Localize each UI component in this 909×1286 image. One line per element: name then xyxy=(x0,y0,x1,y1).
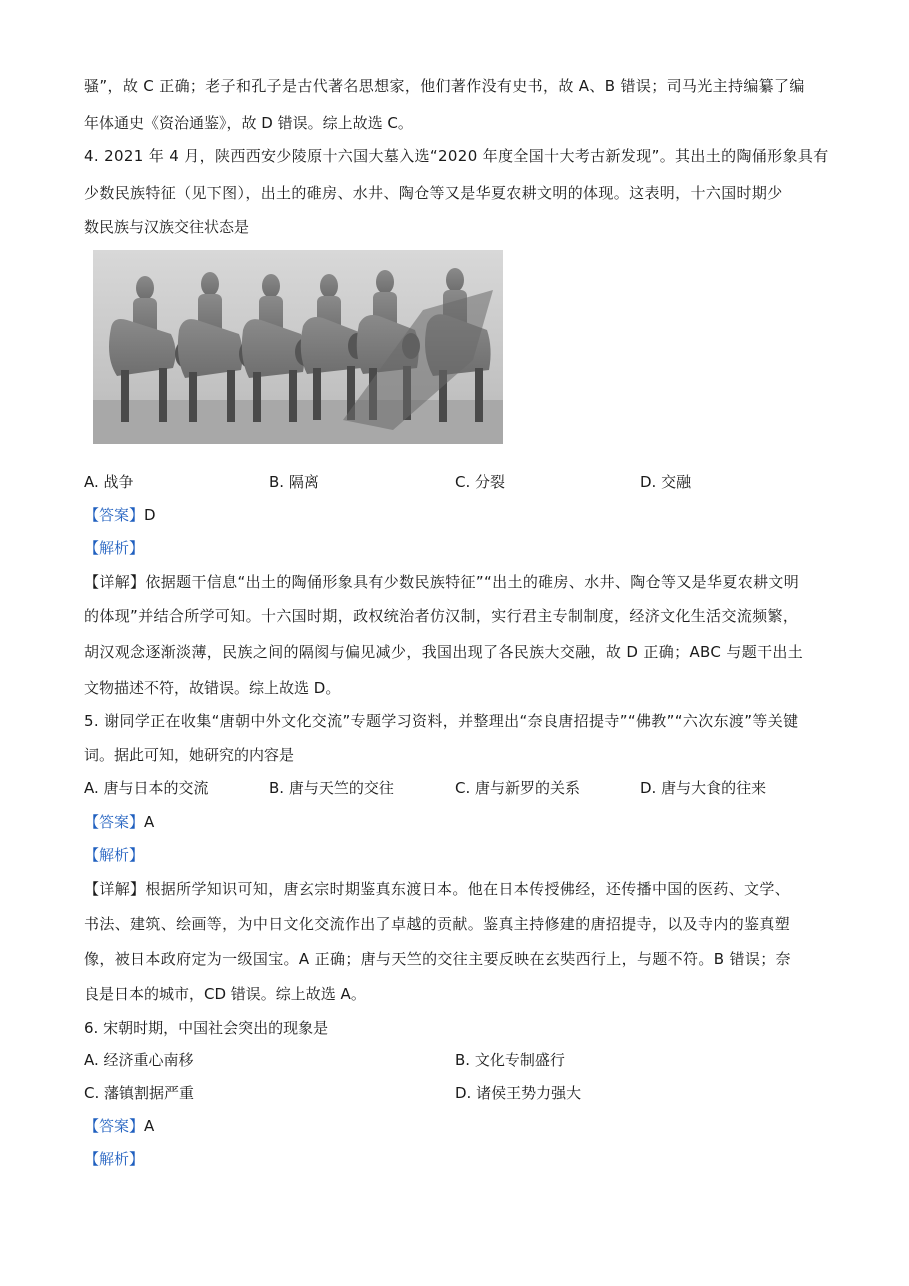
q4-option-c: C. 分裂 xyxy=(455,473,506,491)
q6-option-c: C. 藩镇割据严重 xyxy=(84,1084,195,1102)
q4-detail-line: 文物描述不符，故错误。综上故选 D。 xyxy=(84,679,341,697)
q4-stem-line: 数民族与汉族交往状态是 xyxy=(84,218,250,236)
q4-option-d: D. 交融 xyxy=(640,473,692,491)
q5-detail-line: 书法、建筑、绘画等，为中日文化交流作出了卓越的贡献。鉴真主持修建的唐招提寺，以及寺内的鉴真塑 xyxy=(84,915,791,933)
q4-detail-line: 的体现”并结合所学可知。十六国时期，政权统治者仿汉制，实行君主专制制度，经济文化生活交流频繁， xyxy=(84,607,799,625)
pottery-figurines-photo xyxy=(93,250,503,444)
text-line: 年体通史《资治通鉴》，故 D 错误。综上故选 C。 xyxy=(84,114,413,132)
answer-tag: 【答案】 xyxy=(84,1117,145,1135)
q5-analysis-tag: 【解析】 xyxy=(84,846,145,864)
q4-detail-line: 胡汉观念逐渐淡薄，民族之间的隔阂与偏见减少，我国出现了各民族大交融，故 D 正确；ABC 与题干出土 xyxy=(84,643,804,661)
answer-tag: 【答案】 xyxy=(84,506,145,524)
q5-detail-line xyxy=(84,879,790,899)
q5-detail-line: 像，被日本政府定为一级国宝。A 正确；唐与天竺的交往主要反映在玄奘西行上，与题不符。B 错误；奈 xyxy=(84,950,791,968)
text-line: 骚”，故 C 正确；老子和孔子是古代著名思想家，他们著作没有史书，故 A、B 错误；司马光主持编纂了编 xyxy=(84,77,805,95)
q5-option-b: B. 唐与天竺的交往 xyxy=(269,779,394,797)
q5-stem-line: 词。据此可知，她研究的内容是 xyxy=(84,746,295,764)
q6-option-b: B. 文化专制盛行 xyxy=(455,1051,565,1069)
q4-option-b: B. 隔离 xyxy=(269,473,319,491)
answer-value: D xyxy=(144,506,156,524)
detail-text: 根据所学知识可知，唐玄宗时期鉴真东渡日本。他在日本传授佛经，还传播中国的医药、文学、 xyxy=(145,880,791,898)
detail-tag: 【详解】 xyxy=(84,573,146,591)
q4-detail-line xyxy=(84,572,799,592)
q5-stem-line: 5. 谢同学正在收集“唐朝中外文化交流”专题学习资料，并整理出“奈良唐招提寺”“佛教”“六次东渡”等关键 xyxy=(84,712,799,730)
q6-option-d: D. 诸侯王势力强大 xyxy=(455,1084,582,1102)
q5-option-c: C. 唐与新罗的关系 xyxy=(455,779,581,797)
answer-value: A xyxy=(144,813,155,831)
detail-text: 依据题干信息“出土的陶俑形象具有少数民族特征”“出土的碓房、水井、陶仓等又是华夏农耕文明 xyxy=(145,573,800,591)
q5-detail-line: 良是日本的城市，CD 错误。综上故选 A。 xyxy=(84,985,366,1003)
q6-analysis-tag: 【解析】 xyxy=(84,1150,145,1168)
detail-tag: 【详解】 xyxy=(84,880,146,898)
q6-stem: 6. 宋朝时期，中国社会突出的现象是 xyxy=(84,1019,329,1037)
q4-stem-line: 少数民族特征（见下图），出土的碓房、水井、陶仓等又是华夏农耕文明的体现。这表明，十六国时期少 xyxy=(84,184,783,202)
q5-option-d: D. 唐与大食的往来 xyxy=(640,779,767,797)
q6-option-a: A. 经济重心南移 xyxy=(84,1051,194,1069)
answer-tag: 【答案】 xyxy=(84,813,145,831)
q5-option-a: A. 唐与日本的交流 xyxy=(84,779,209,797)
q4-stem-line: 4. 2021 年 4 月，陕西西安少陵原十六国大墓入选“2020 年度全国十大考古新发现”。其出土的陶俑形象具有 xyxy=(84,147,829,165)
q4-analysis-tag: 【解析】 xyxy=(84,539,145,557)
q6-answer xyxy=(84,1116,154,1136)
answer-value: A xyxy=(144,1117,155,1135)
q5-answer xyxy=(84,812,154,832)
q4-answer xyxy=(84,505,156,525)
q4-option-a: A. 战争 xyxy=(84,473,134,491)
